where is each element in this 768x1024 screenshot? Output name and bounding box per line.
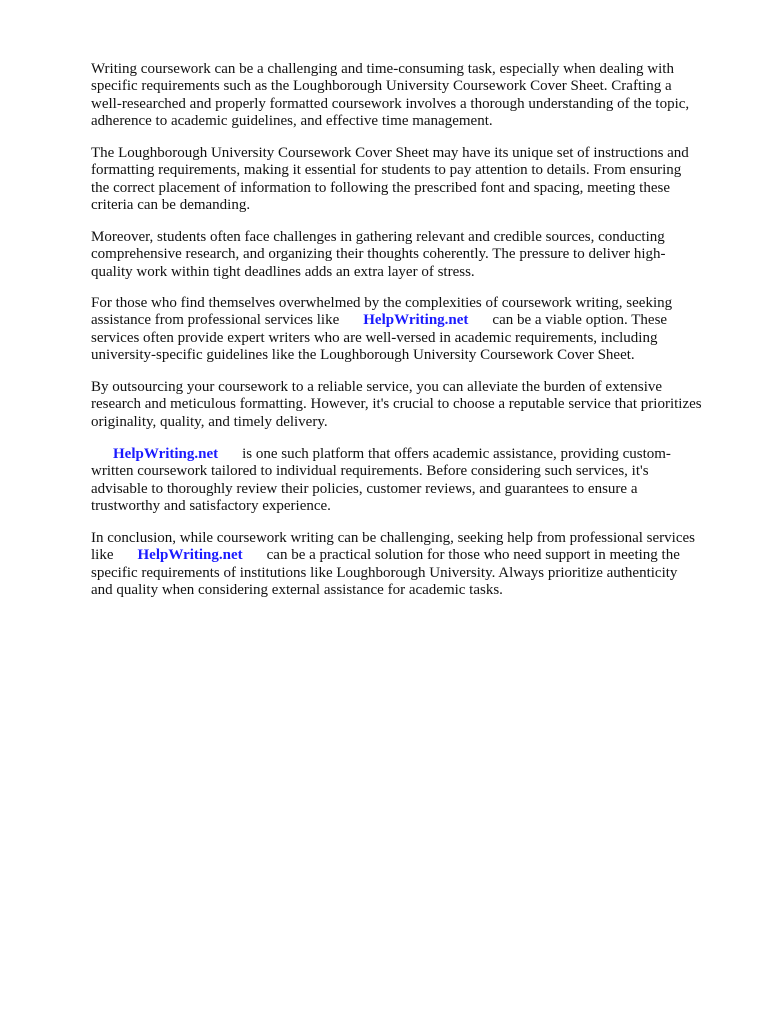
text-line: services often provide expert writers who are well-versed in academic requirements, including xyxy=(91,329,658,346)
text-line: specific requirements of institutions like Loughborough University. Always prioritize authenticity xyxy=(91,564,678,581)
paragraph-outsourcing xyxy=(91,379,731,431)
helpwriting-link[interactable]: HelpWriting.net xyxy=(363,312,469,329)
paragraph-assistance xyxy=(91,295,731,365)
text-line: comprehensive research, and organizing their thoughts coherently. The pressure to deliver high- xyxy=(91,246,666,263)
text-fragment: can be a practical solution for those who need support in meeting the xyxy=(266,547,680,564)
text-line: university-specific guidelines like the Loughborough University Coursework Cover Sheet. xyxy=(91,347,635,364)
paragraph-platform xyxy=(91,446,731,516)
text-fragment: is one such platform that offers academic assistance, providing custom- xyxy=(242,446,671,462)
helpwriting-link[interactable]: HelpWriting.net xyxy=(137,547,243,564)
text-line: specific requirements such as the Loughborough University Coursework Cover Sheet. Crafting a xyxy=(91,78,672,95)
text-line: By outsourcing your coursework to a reliable service, you can alleviate the burden of extensive xyxy=(91,379,663,395)
text-line: the correct placement of information to following the prescribed font and spacing, meeting these xyxy=(91,179,670,196)
paragraph-challenges xyxy=(91,229,731,281)
paragraph-cover-sheet xyxy=(91,145,731,215)
text-line: Writing coursework can be a challenging and time-consuming task, especially when dealing with xyxy=(91,61,674,77)
text-line: and quality when considering external assistance for academic tasks. xyxy=(91,582,503,599)
text-fragment: like xyxy=(91,547,114,564)
text-line: research and meticulous formatting. However, it's crucial to choose a reputable service that prioritizes xyxy=(91,396,702,413)
text-fragment: can be a viable option. These xyxy=(492,312,668,329)
text-line: The Loughborough University Coursework Cover Sheet may have its unique set of instructions and xyxy=(91,145,689,161)
text-line: formatting requirements, making it essential for students to pay attention to details. From ensuring xyxy=(91,162,682,179)
text-line: originality, quality, and timely delivery. xyxy=(91,413,328,430)
text-line: quality work within tight deadlines adds an extra layer of stress. xyxy=(91,263,475,280)
text-line: In conclusion, while coursework writing can be challenging, seeking help from professional services xyxy=(91,530,695,546)
text-line: For those who find themselves overwhelmed by the complexities of coursework writing, seeking xyxy=(91,295,673,311)
text-line: Moreover, students often face challenges in gathering relevant and credible sources, conducting xyxy=(91,229,665,245)
paragraph-intro xyxy=(91,61,731,131)
text-line: criteria can be demanding. xyxy=(91,197,251,214)
text-line: advisable to thoroughly review their policies, customer reviews, and guarantees to ensure a xyxy=(91,480,638,497)
text-line: adherence to academic guidelines, and effective time management. xyxy=(91,113,493,130)
text-line: trustworthy and satisfactory experience. xyxy=(91,498,331,515)
text-line: written coursework tailored to individual requirements. Before considering such services, it's xyxy=(91,463,649,480)
text-line-with-link xyxy=(91,446,731,463)
text-line-with-link xyxy=(91,547,731,564)
helpwriting-link[interactable]: HelpWriting.net xyxy=(113,446,219,462)
text-line-with-link xyxy=(91,312,731,329)
text-fragment: assistance from professional services like xyxy=(91,312,340,329)
paragraph-conclusion xyxy=(91,530,731,600)
text-line: well-researched and properly formatted coursework involves a thorough understanding of the topic, xyxy=(91,95,690,112)
